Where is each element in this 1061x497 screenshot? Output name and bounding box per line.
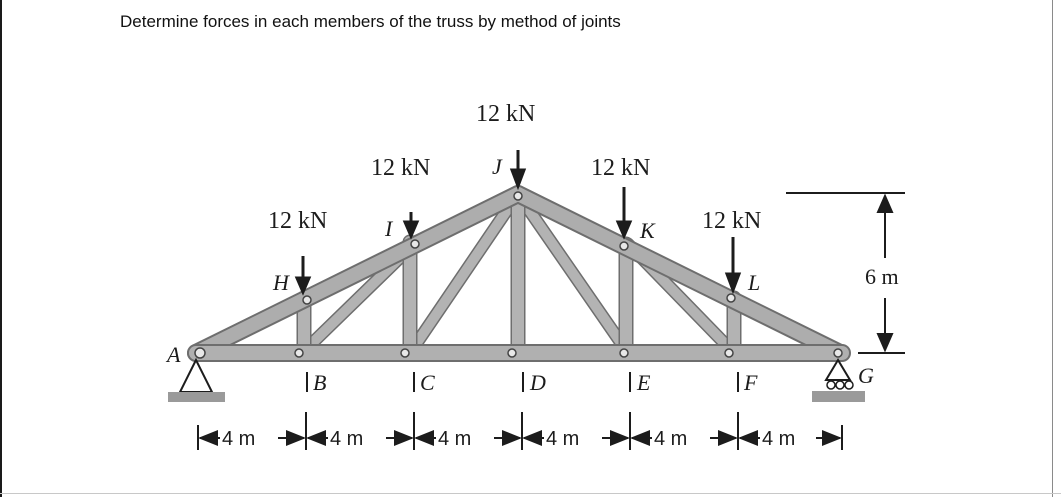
joint-label-A: A [167, 342, 181, 367]
dim-label-FG: 4 m [762, 428, 796, 450]
pin-G [834, 349, 842, 357]
joint-label-H: H [273, 270, 289, 295]
joint-label-C: C [420, 370, 435, 395]
load-label-J: 12 kN [476, 101, 536, 127]
dim-label-CD: 4 m [438, 428, 472, 450]
pin-D [508, 349, 516, 357]
dim-label-height: 6 m [865, 264, 899, 289]
joint-label-B: B [313, 370, 327, 395]
load-label-K: 12 kN [591, 155, 651, 181]
joint-label-E: E [637, 370, 651, 395]
joint-label-L: L [748, 270, 761, 295]
joint-label-I: I [385, 216, 393, 241]
pin-C [401, 349, 409, 357]
joint-label-K: K [640, 218, 655, 243]
pin-A [195, 348, 205, 358]
load-label-I: 12 kN [371, 155, 431, 181]
pin-L [727, 294, 735, 302]
dim-label-EF: 4 m [654, 428, 688, 450]
joint-label-G: G [858, 363, 874, 388]
pin-H [303, 296, 311, 304]
pin-B [295, 349, 303, 357]
pin-I [411, 240, 419, 248]
pin-F [725, 349, 733, 357]
dim-label-AB: 4 m [222, 428, 256, 450]
load-label-L: 12 kN [702, 208, 762, 234]
pin-K [620, 242, 628, 250]
load-label-H: 12 kN [268, 208, 328, 234]
problem-statement: Determine forces in each members of the truss by method of joints [120, 12, 621, 31]
joint-label-F: F [744, 370, 758, 395]
joint-ticks [307, 372, 738, 392]
pin-J [514, 192, 522, 200]
pin-E [620, 349, 628, 357]
joint-label-J: J [492, 154, 502, 179]
joint-label-D: D [530, 370, 546, 395]
dim-label-DE: 4 m [546, 428, 580, 450]
horizontal-dimensions [198, 412, 842, 450]
dim-label-BC: 4 m [330, 428, 364, 450]
